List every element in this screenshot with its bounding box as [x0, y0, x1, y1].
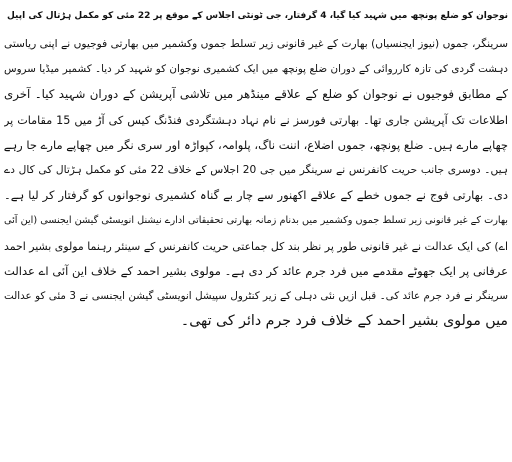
body-line: سرینگر، جموں (نیوز ایجنسیاں) بھارت کے غیر قانونی زیر تسلط جموں وکشمیر میں بھارتی فوجیوں نے اپنی ریاستی — [4, 38, 508, 50]
headline: نوجوان کو ضلع پونچھ میں شہید کیا گیا، 4 گرفتار، جی ٹونٹی اجلاس کے موقع پر 22 مئی کو مکمل ہڑتال کی اپیل — [7, 11, 508, 21]
body-line: بھارت کے غیر قانونی زیر تسلط جموں وکشمیر میں بدنام زمانہ بھارتی تحقیقاتی ادارے نیشنل انویسٹی گیشن ایجنسی (این آئی — [4, 215, 508, 227]
body-line: عرفانی پر ایک جھوٹے مقدمے میں فرد جرم عائد کر دی ہے۔ مولوی بشیر احمد کے خلاف این آئی اے عدالت — [4, 263, 508, 278]
body-line: چھاپے مارے ہیں۔ ضلع پونچھ، جموں اضلاع، اننت ناگ، پلوامہ، کپواڑہ اور سری نگر میں چھاپے مارے جا رہے — [4, 137, 508, 152]
body-line: اطلاعات تک آپریشن جاری تھا۔ بھارتی فورسز نے نام نہاد دہشتگردی فنڈنگ کیس کی آڑ میں 15 مقامات پر — [4, 113, 508, 127]
body-line: اے) کی ایک عدالت نے غیر قانونی طور پر نظر بند کل جماعتی حریت کانفرنس کے سینئر رہنما مولوی بشیر احمد — [4, 239, 508, 253]
body-line: دی۔ بھارتی فوج نے جموں خطے کے علاقے اکھنور سے چار بے گناہ کشمیری نوجوانوں کو گرفتار کر لیا ہے۔ — [4, 188, 508, 203]
body-line: میں مولوی بشیر احمد کے خلاف فرد جرم دائر کی تھی۔ — [180, 313, 508, 330]
body-line: دہشت گردی کی تازہ کارروائی کے دوران ضلع پونچھ میں ایک کشمیری نوجوان کو شہید کر دیا۔ کشمیر میڈیا سروس — [4, 63, 508, 76]
body-line: کے مطابق فوجیوں نے نوجوان کو ضلع کے علاقے مینڈھر میں تلاشی آپریشن کے دوران شہید کیا۔ آخری — [4, 87, 508, 102]
body-line: سرینگر نے فرد جرم عائد کی۔ قبل ازیں نئی دہلی کے زیر کنٹرول سپیشل انویسٹی گیشن ایجنسی نے 3 مئی کو عدالت — [4, 289, 508, 302]
body-line: ہیں۔ دوسری جانب حریت کانفرنس نے سرینگر میں جی 20 اجلاس کے خلاف 22 مئی کو مکمل ہڑتال کی کال دے — [4, 163, 508, 176]
article-body — [4, 32, 508, 334]
